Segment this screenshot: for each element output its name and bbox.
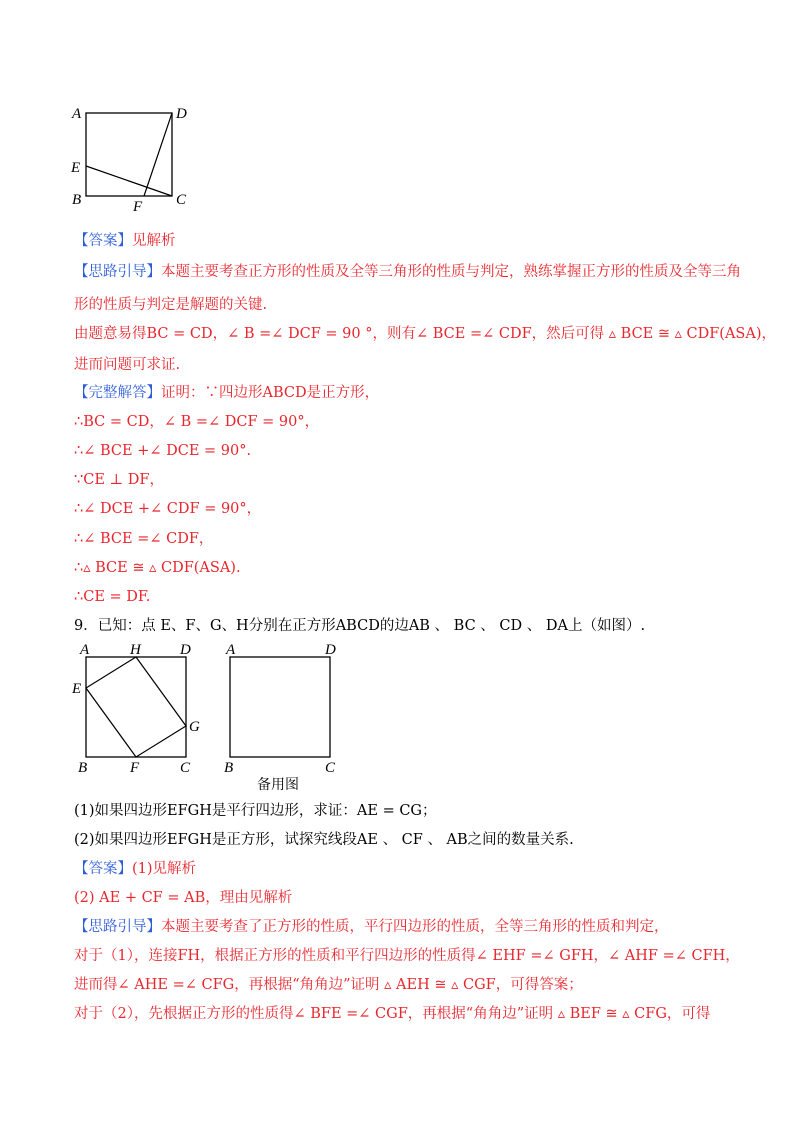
label-d: D — [180, 642, 191, 658]
figure-backup-square — [220, 640, 350, 795]
guide-tag: 【思路引导】 — [74, 919, 161, 935]
figure-caption: 备用图 — [257, 777, 299, 793]
segment-df — [144, 113, 172, 196]
guide-9-line-1: 【思路引导】本题主要考查了正方形的性质，平行四边形的性质，全等三角形的性质和判定， — [74, 919, 669, 935]
guide-1-line-1: 【思路引导】本题主要考查正方形的性质及全等三角形的性质与判定，熟练掌握正方形的性质及全等三角 — [74, 264, 741, 280]
answer-tag: 【答案】 — [74, 861, 132, 877]
label-g: G — [189, 719, 200, 735]
label-e: E — [71, 160, 81, 176]
solution-1-line-8: ∴CE = DF. — [74, 589, 151, 605]
label-h: H — [130, 642, 141, 658]
answer-9-line-1: 【答案】(1)见解析 — [74, 861, 197, 877]
label-f: F — [133, 199, 143, 215]
guide-1-line-3: 由题意易得BC = CD，∠ B =∠ DCF = 90 °，则有∠ BCE =∠ CDF，然后可得 ▵ BCE ≅ ▵ CDF(ASA)， — [74, 326, 776, 342]
label-b: B — [72, 192, 82, 208]
guide-9-line-2: 对于（1），连接FH，根据正方形的性质和平行四边形的性质得∠ EHF =∠ GFH，∠ AHF =∠ CFH， — [74, 948, 740, 964]
answer-tag: 【答案】 — [74, 233, 132, 249]
label-c: C — [325, 760, 336, 776]
answer-1: 【答案】见解析 — [74, 233, 176, 249]
label-a: A — [226, 642, 236, 658]
solution-1-line-7: ∴▵ BCE ≅ ▵ CDF(ASA). — [74, 560, 241, 576]
label-b: B — [78, 760, 88, 776]
solution-1-line-3: ∴∠ BCE +∠ DCE = 90°. — [74, 443, 252, 459]
question-9-part-2: (2)如果四边形EFGH是正方形，试探究线段AE 、 CF 、 AB之间的数量关系. — [74, 832, 574, 848]
label-b: B — [224, 760, 234, 776]
figure-square-abcd — [64, 98, 204, 218]
solution-1-line-5: ∴∠ DCE +∠ CDF = 90°， — [74, 501, 262, 517]
label-a: A — [80, 642, 90, 658]
guide-1-line-2: 形的性质与判定是解题的关键. — [74, 297, 268, 313]
label-e: E — [72, 681, 82, 697]
answer-9-line-2: (2) AE + CF = AB，理由见解析 — [74, 890, 293, 906]
figure-efgh — [66, 640, 216, 780]
square-outline — [230, 657, 330, 757]
solution-1-line-6: ∴∠ BCE =∠ CDF， — [74, 531, 214, 547]
label-d: D — [176, 106, 187, 122]
label-a: A — [72, 106, 82, 122]
question-9-stem: 9．已知：点 E、F、G、H分别在正方形ABCD的边AB 、 BC 、 CD 、 DA上（如图）. — [74, 618, 646, 634]
label-c: C — [176, 192, 187, 208]
solution-1-line-2: ∴BC = CD，∠ B =∠ DCF = 90°， — [74, 414, 320, 430]
label-c: C — [180, 760, 191, 776]
question-9-part-1: (1)如果四边形EFGH是平行四边形，求证：AE = CG； — [74, 803, 437, 819]
solution-tag: 【完整解答】 — [74, 385, 161, 401]
segment-ec — [86, 166, 172, 196]
square-outline — [86, 113, 172, 196]
square-outline — [86, 657, 186, 757]
guide-1-line-4: 进而问题可求证. — [74, 357, 181, 373]
guide-tag: 【思路引导】 — [74, 264, 161, 280]
quadrilateral-efgh — [86, 657, 186, 757]
solution-1-line-1: 【完整解答】证明：∵四边形ABCD是正方形， — [74, 385, 380, 401]
guide-9-line-4: 对于（2），先根据正方形的性质得∠ BFE =∠ CGF，再根据“角角边”证明 ▵ BEF ≅ ▵ CFG，可得 — [74, 1006, 711, 1022]
label-d: D — [325, 642, 336, 658]
solution-1-line-4: ∵CE ⊥ DF， — [74, 472, 164, 488]
label-f: F — [130, 760, 140, 776]
guide-9-line-3: 进而得∠ AHE =∠ CFG，再根据“角角边”证明 ▵ AEH ≅ ▵ CGF，可得答案； — [74, 977, 583, 993]
